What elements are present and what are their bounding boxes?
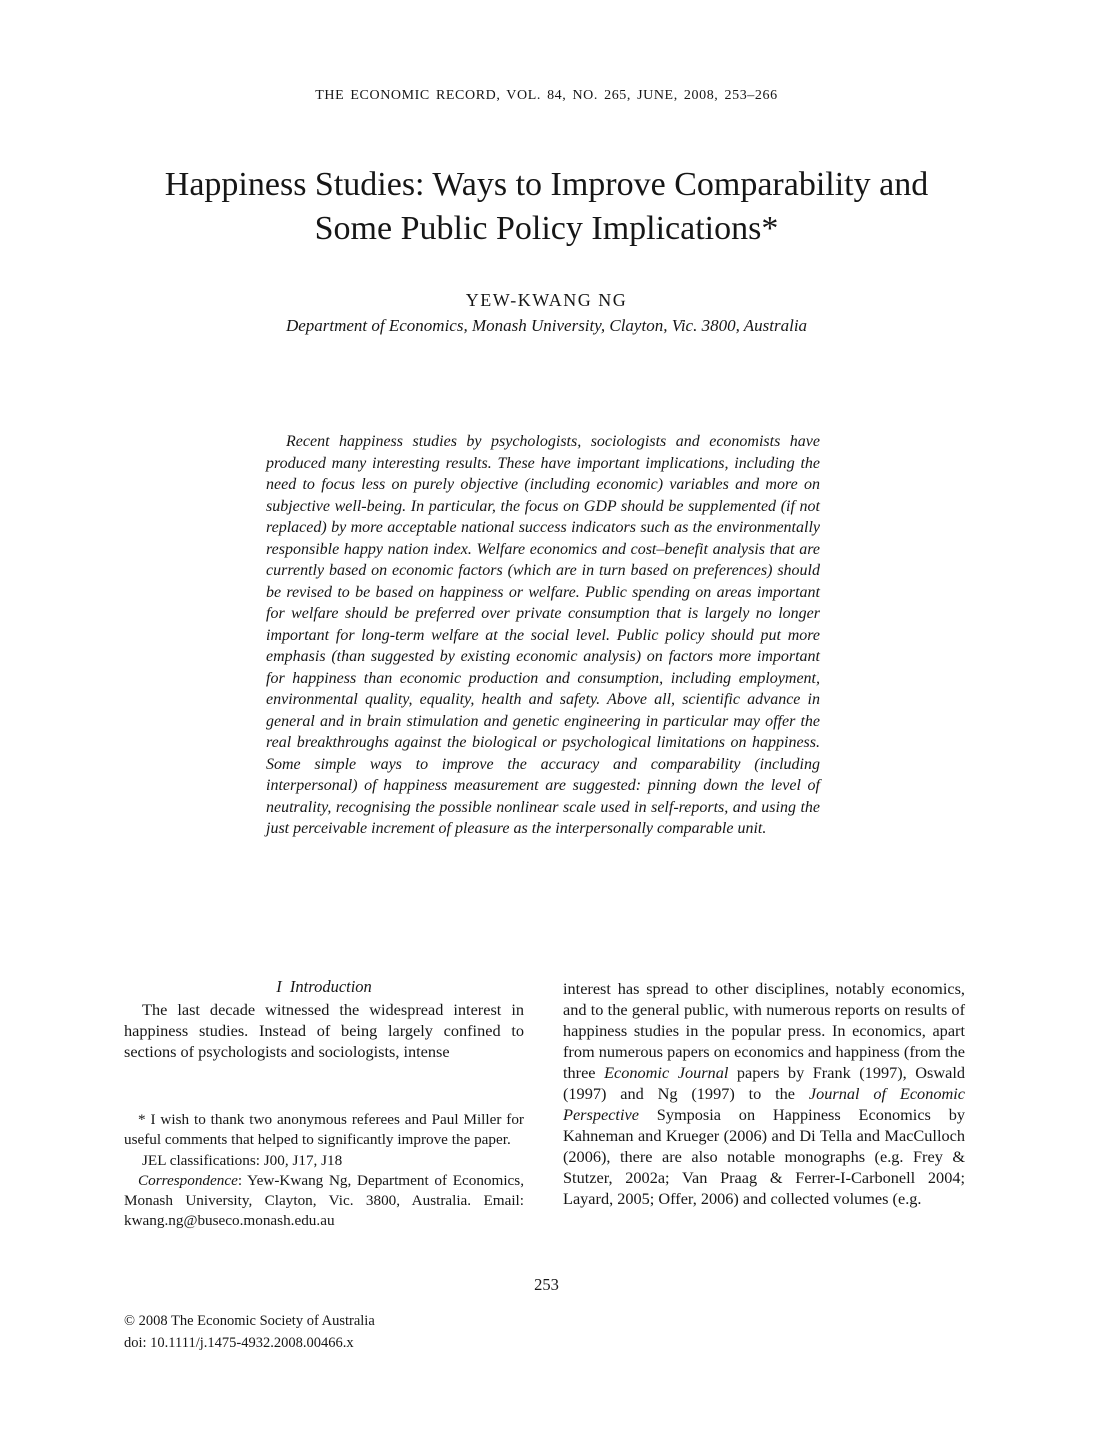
section-heading-introduction: I Introduction [276,977,372,996]
journal-header: THE ECONOMIC RECORD, VOL. 84, NO. 265, JUNE, 2008, 253–266 [315,88,778,103]
page-number: 253 [534,1275,559,1294]
article-title [0,163,1093,251]
article-title-line-1: Happiness Studies: Ways to Improve Comparability and [164,166,929,203]
right-column [563,978,965,1209]
footnote-jel-classifications: JEL classifications: J00, J17, J18 [142,1151,343,1169]
abstract-paragraph: Recent happiness studies by psychologists, sociologists and economists have produced many interesting results. These have important implications, including the need to focus less on purely objective (including economic) variables and more on subjective well-being. In particular, the focus on GDP should be supplemented (if not replaced) by more acceptable national success indicators such as the environmentally responsible happy nation index. Welfare economics and cost–benefit analysis that are currently based on economic factors (which are in turn based on preferences) should be revised to be based on happiness or welfare. Public spending on areas important for welfare should be preferred over private consumption that is largely no longer important for long-term welfare at the social level. Public policy should put more emphasis (than suggested by existing economic analysis) on factors more important for happiness than economic production and consumption, including employment, environmental quality, equality, health and safety. Above all, scientific advance in general and in brain stimulation and genetic engineering in particular may offer the real breakthroughs against the biological or psychological limitations on happiness. Some simple ways to improve the accuracy and comparability (including interpersonal) of happiness measurement are suggested: pinning down the level of neutrality, recognising the possible nonlinear scale used in self-reports, and using the just perceivable increment of pleasure as the interpersonally comparable unit. [266,433,820,837]
doi-line: doi: 10.1111/j.1475-4932.2008.00466.x [124,1334,354,1351]
author-affiliation: Department of Economics, Monash University, Clayton, Vic. 3800, Australia [285,316,808,335]
author-name: YEW-KWANG NG [465,290,628,310]
left-column [124,977,524,1062]
imprint-block [124,1311,375,1354]
article-title-line-2: Some Public Policy Implications* [314,210,779,247]
footnote-acknowledgement: * I wish to thank two anonymous referees and Paul Miller for useful comments that helped to significantly improve the paper. [124,1111,524,1149]
intro-paragraph-left: The last decade witnessed the widespread interest in happiness studies. Instead of being largely confined to sections of psychologists and sociologists, intense [124,1000,524,1061]
copyright-line: © 2008 The Economic Society of Australia [124,1313,375,1329]
footnote-correspondence: Correspondence: Yew-Kwang Ng, Department of Economics, Monash University, Clayton, Vic. 3800, Australia. Email: kwang.ng@buseco.monash.edu.au [124,1171,524,1230]
intro-paragraph-right: interest has spread to other disciplines, notably economics, and to the general public, with numerous reports on results of happiness studies in the popular press. In economics, apart from numerous papers on economics and happiness (from the three Economic Journal papers by Frank (1997), Oswald (1997) and Ng (1997) to the Journal of Economic Perspective Symposia on Happiness Economics by Kahneman and Krueger (2006) and Di Tella and MacCulloch (2006), there are also notable monographs (e.g. Frey & Stutzer, 2002a; Van Praag & Ferrer-I-Carbonell 2004; Layard, 2005; Offer, 2006) and collected volumes (e.g. [563,979,966,1208]
footnote-block [124,1110,524,1232]
